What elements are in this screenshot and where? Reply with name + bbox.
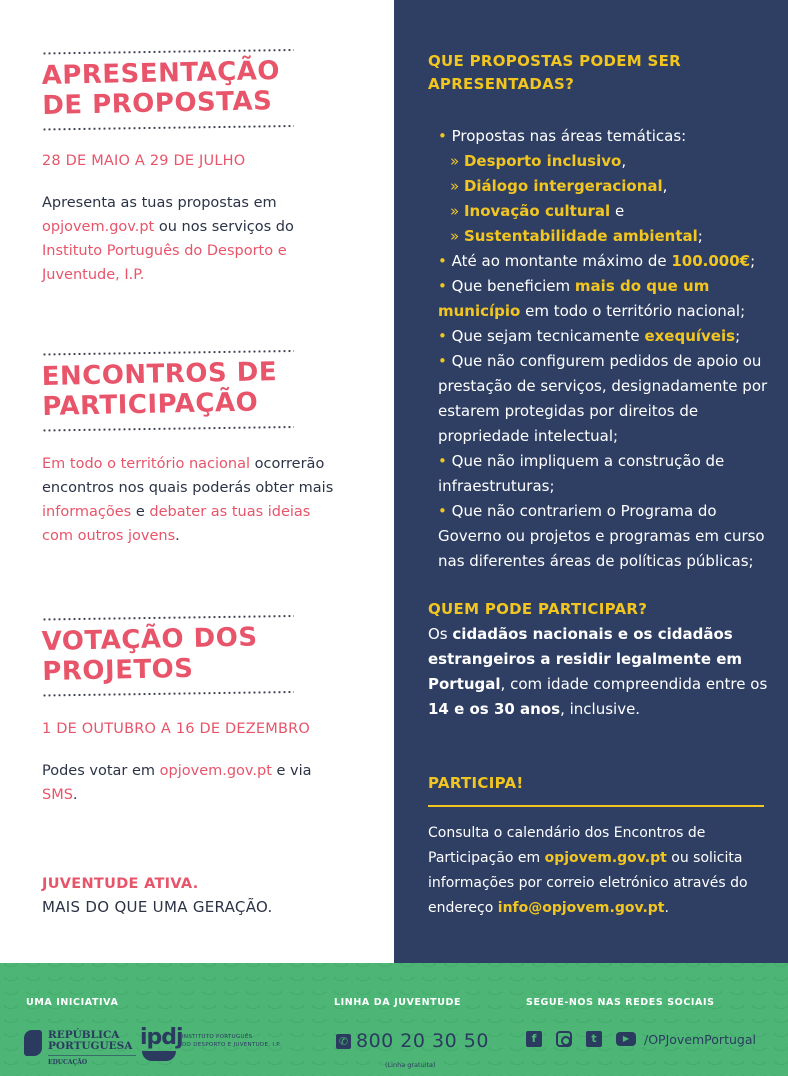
proposals-list <box>438 124 773 574</box>
email-link[interactable]: info@opjovem.gov.pt <box>497 900 665 916</box>
voting-dates: 1 DE OUTUBRO A 16 DE DEZEMBRO <box>42 721 311 737</box>
social-label: SEGUE-NOS NAS REDES SOCIAIS <box>526 997 715 1008</box>
social-handle[interactable]: /OPJovemPortugal <box>644 1031 756 1047</box>
submission-text: Apresenta as tuas propostas em opjovem.gov.pt ou nos serviços do Instituto Português do Desporto e Juventude, I.P. <box>42 195 294 283</box>
list-item: • Que não impliquem a construção de infraestruturas; <box>438 452 725 495</box>
left-column <box>0 0 394 963</box>
section-votacao <box>42 618 342 807</box>
opjovem-link[interactable]: opjovem.gov.pt <box>544 850 667 866</box>
hotline-note: (Linha gratuita) <box>385 1061 436 1069</box>
social-links <box>526 1031 756 1047</box>
opjovem-link[interactable]: opjovem.gov.pt <box>159 763 272 779</box>
republica-emblem-icon <box>24 1030 42 1056</box>
section-heading: VOTAÇÃO DOS PROJETOS <box>41 622 258 687</box>
theme-item: » Diálogo intergeracional, <box>450 177 668 195</box>
tagline-secondary: MAIS DO QUE UMA GERAÇÃO. <box>42 898 273 916</box>
proposals-title: QUE PROPOSTAS PODEM SER APRESENTADAS? <box>428 52 682 93</box>
submission-dates: 28 DE MAIO A 29 DE JULHO <box>42 153 246 169</box>
encontros-text: Em todo o território nacional ocorrerão encontros nos quais poderás obter mais informações e debater as tuas ideias com outros jovens. <box>42 456 334 544</box>
phone-icon: ✆ <box>336 1034 351 1049</box>
list-item: • Que beneficiem mais do que um município em todo o território nacional; <box>438 277 746 320</box>
theme-item: » Desporto inclusivo, <box>450 152 627 170</box>
section-heading: APRESENTAÇÃO DE PROPOSTAS <box>41 56 281 121</box>
who-title: QUEM PODE PARTICIPAR? <box>428 600 648 618</box>
dotted-divider <box>42 614 294 621</box>
list-item: • Que sejam tecnicamente exequíveis; <box>438 327 741 345</box>
dotted-divider <box>42 124 294 131</box>
who-text: Os cidadãos nacionais e os cidadãos estrangeiros a residir legalmente em Portugal, com idade compreendida entre os 14 e os 30 anos, inclusive. <box>428 625 768 718</box>
ipdj-mark: ipdj <box>140 1025 183 1050</box>
initiative-label: UMA INICIATIVA <box>26 997 119 1008</box>
theme-item: » Inovação cultural e <box>450 202 625 220</box>
hotline-number[interactable]: ✆ 800 20 30 50 <box>336 1030 489 1052</box>
list-item: • Até ao montante máximo de 100.000€; <box>438 252 756 270</box>
dotted-divider <box>42 48 294 55</box>
list-item: • Que não configurem pedidos de apoio ou prestação de serviços, designadamente por estarem protegidas por direitos de propriedade intelectual; <box>438 352 768 445</box>
dotted-divider <box>42 349 294 356</box>
participate-title: PARTICIPA! <box>428 774 524 792</box>
hotline-label: LINHA DA JUVENTUDE <box>334 997 462 1008</box>
dotted-divider <box>42 690 294 697</box>
youtube-icon[interactable]: ▶ <box>616 1032 636 1046</box>
facebook-icon[interactable]: f <box>526 1031 542 1047</box>
section-apresentacao <box>42 52 342 287</box>
republica-portuguesa-logo: REPÚBLICA PORTUGUESA EDUCAÇÃO <box>24 1028 134 1068</box>
yellow-divider <box>428 805 764 807</box>
list-item: • Que não contrariem o Programa do Governo ou projetos e programas em curso nas diferentes áreas de políticas públicas; <box>438 502 765 570</box>
opjovem-link[interactable]: opjovem.gov.pt <box>42 219 155 235</box>
instagram-icon[interactable] <box>556 1031 572 1047</box>
twitter-icon[interactable]: t <box>586 1031 602 1047</box>
sms-label: SMS <box>42 787 73 803</box>
ipdj-splash-icon <box>142 1051 176 1061</box>
ipdj-logo: ipdj INSTITUTO PORTUGUÊS DO DESPORTO E JUVENTUDE, I.P. <box>140 1025 300 1065</box>
dotted-divider <box>42 425 294 432</box>
theme-item: » Sustentabilidade ambiental; <box>450 227 703 245</box>
tagline-primary: JUVENTUDE ATIVA. <box>42 876 199 892</box>
voting-text: Podes votar em opjovem.gov.pt e via SMS. <box>42 763 312 803</box>
section-heading: ENCONTROS DE PARTICIPAÇÃO <box>41 357 278 422</box>
participate-text: Consulta o calendário dos Encontros de Participação em opjovem.gov.pt ou solicita informações por correio eletrónico através do endereço info@opjovem.gov.pt. <box>428 825 748 916</box>
ipdj-name: Instituto Português do Desporto e Juventude, I.P. <box>42 243 287 283</box>
section-encontros <box>42 353 342 548</box>
list-item: • Propostas nas áreas temáticas: <box>438 127 687 145</box>
